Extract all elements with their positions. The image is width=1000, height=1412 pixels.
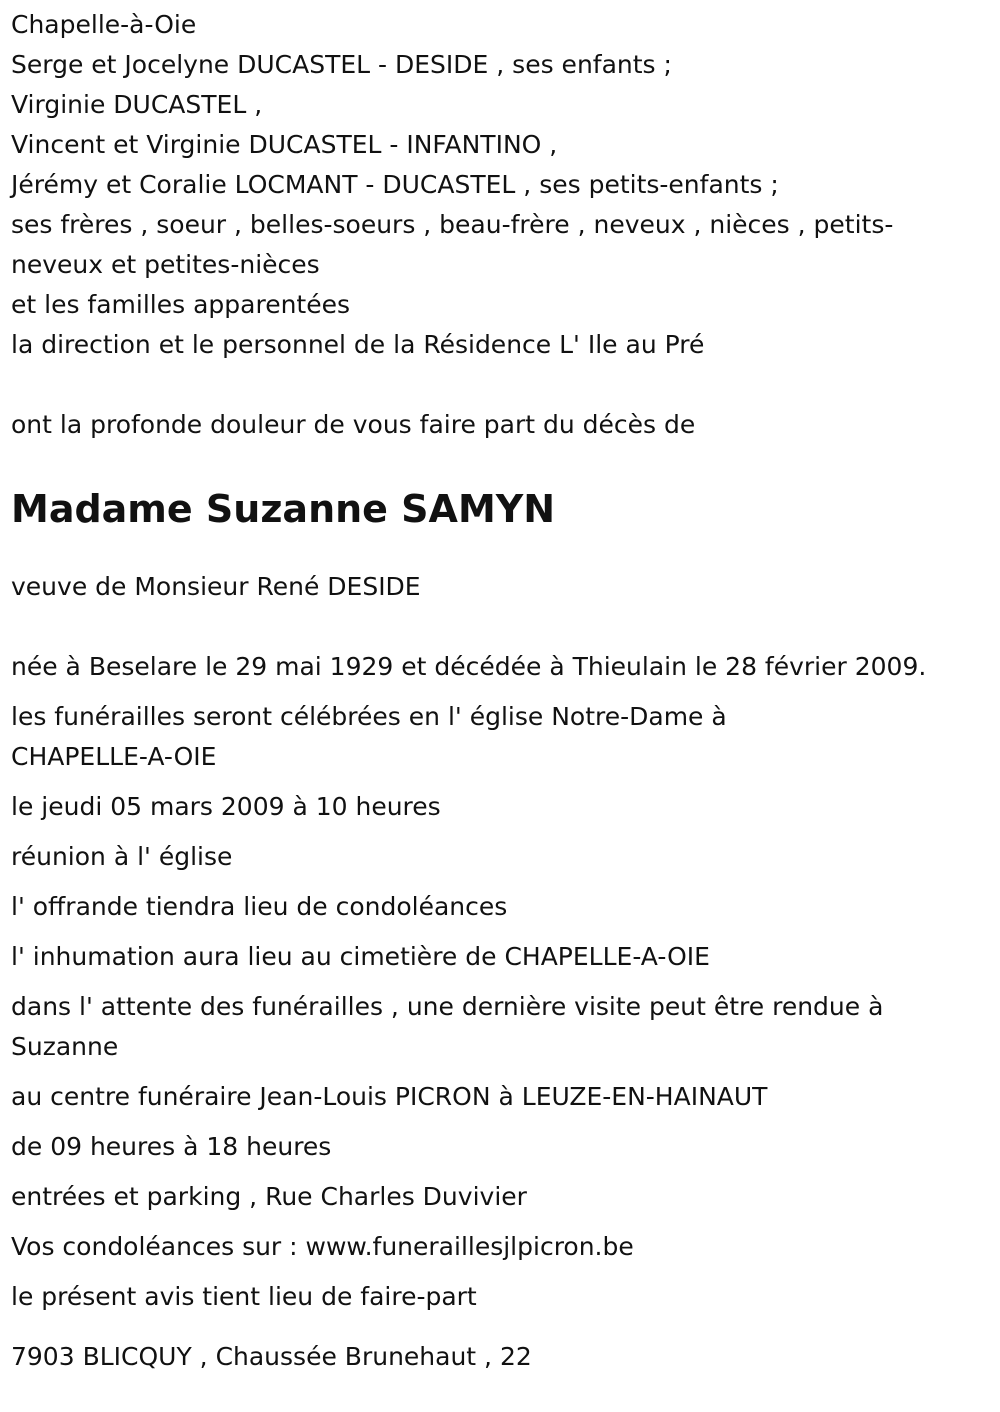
family-line: ses frères , soeur , belles-soeurs , beau-frère , neveux , nièces , petits- neveux et petites-nièces — [11, 210, 894, 279]
family-line: Vincent et Virginie DUCASTEL - INFANTINO , — [11, 130, 558, 159]
widow-of-text: veuve de Monsieur René DESIDE — [11, 572, 421, 601]
detail-line: le présent avis tient lieu de faire-part — [11, 1282, 477, 1311]
family-line: Serge et Jocelyne DUCASTEL - DESIDE , ses enfants ; — [11, 50, 672, 79]
detail-line: de 09 heures à 18 heures — [11, 1132, 332, 1161]
family-line: la direction et le personnel de la Résidence L' Ile au Pré — [11, 330, 705, 359]
deceased-name: Madame Suzanne SAMYN — [11, 487, 556, 531]
detail-line: les funérailles seront célébrées en l' église Notre-Dame à CHAPELLE-A-OIE — [11, 702, 727, 771]
family-line: Chapelle-à-Oie — [11, 10, 197, 39]
funeral-details — [11, 647, 986, 1317]
detail-line: l' offrande tiendra lieu de condoléances — [11, 892, 508, 921]
detail-line: entrées et parking , Rue Charles Duvivier — [11, 1182, 527, 1211]
family-line: et les familles apparentées — [11, 290, 351, 319]
obituary-notice — [11, 0, 986, 1402]
family-line: Virginie DUCASTEL , — [11, 90, 263, 119]
detail-line: réunion à l' église — [11, 842, 233, 871]
condolences-link-line: Vos condoléances sur : www.funeraillesjlpicron.be — [11, 1232, 634, 1261]
detail-line: au centre funéraire Jean-Louis PICRON à LEUZE-EN-HAINAUT — [11, 1082, 768, 1111]
detail-line: l' inhumation aura lieu au cimetière de CHAPELLE-A-OIE — [11, 942, 710, 971]
detail-line: née à Beselare le 29 mai 1929 et décédée à Thieulain le 28 février 2009. — [11, 652, 927, 681]
announcement-text: ont la profonde douleur de vous faire part du décès de — [11, 410, 696, 439]
detail-line: dans l' attente des funérailles , une dernière visite peut être rendue à Suzanne — [11, 992, 884, 1061]
address-text: 7903 BLICQUY , Chaussée Brunehaut , 22 — [11, 1342, 532, 1371]
detail-line: le jeudi 05 mars 2009 à 10 heures — [11, 792, 441, 821]
family-line: Jérémy et Coralie LOCMANT - DUCASTEL , ses petits-enfants ; — [11, 170, 779, 199]
family-list — [11, 5, 986, 365]
